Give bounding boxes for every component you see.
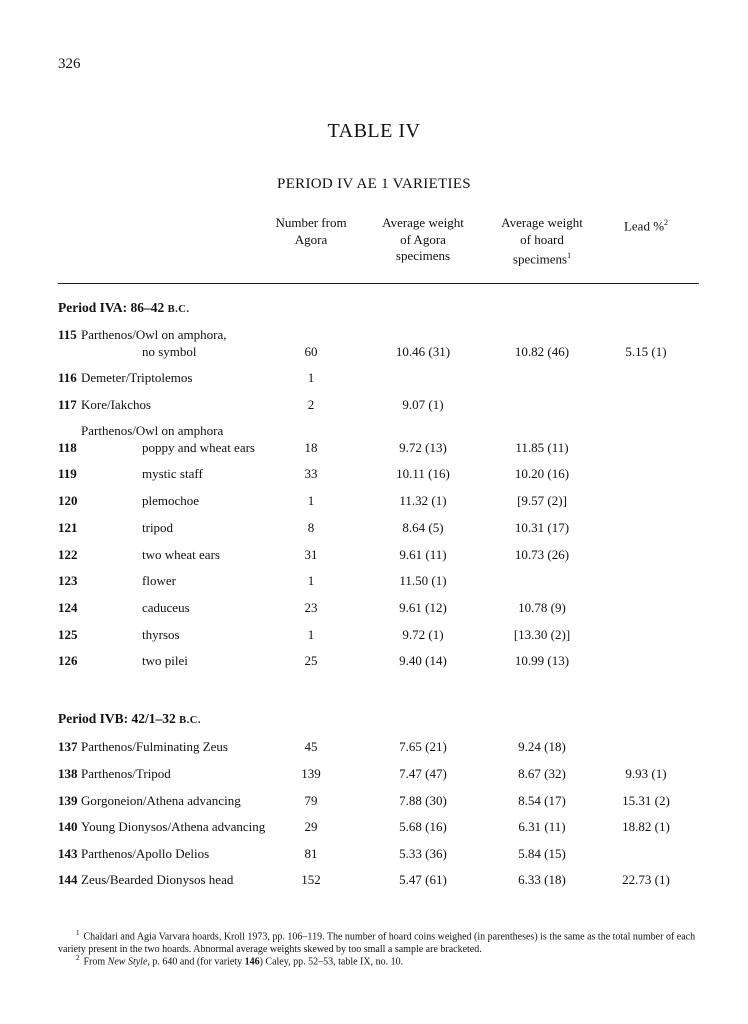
variety-number: 124	[58, 600, 78, 615]
agora-average-weight: 7.47 (47)	[399, 766, 447, 781]
variety-description: plemochoe	[142, 493, 200, 508]
variety-number: 120	[58, 493, 78, 508]
variety-number: 139	[58, 793, 78, 808]
table-row	[0, 397, 748, 417]
table-row	[0, 793, 748, 813]
agora-average-weight: 9.72 (1)	[402, 627, 444, 642]
variety-number: 116	[58, 370, 77, 385]
variety-description: flower	[142, 573, 176, 588]
variety-description: two wheat ears	[142, 547, 220, 562]
agora-average-weight: 11.32 (1)	[399, 493, 447, 508]
table-subtitle: PERIOD IV AE 1 VARIETIES	[277, 176, 471, 192]
lead-percent: 5.15 (1)	[625, 344, 667, 359]
variety-number: 126	[58, 653, 78, 668]
table-row	[0, 573, 748, 593]
agora-count: 1	[307, 573, 315, 588]
agora-count: 31	[304, 547, 318, 562]
hoard-average-weight: 6.31 (11)	[518, 819, 566, 834]
variety-number: 118	[58, 440, 77, 455]
agora-average-weight: 5.68 (16)	[399, 819, 447, 834]
variety-description: Young Dionysos/Athena advancing	[81, 819, 266, 834]
column-header-hoard-weight: Average weight of hoard specimens$^1$	[501, 215, 583, 267]
period-heading-ivb: Period IVB: 42/1–32 B.C.	[58, 711, 201, 726]
lead-percent: 9.93 (1)	[625, 766, 667, 781]
variety-description: caduceus	[142, 600, 190, 615]
hoard-average-weight: 10.99 (13)	[514, 653, 570, 668]
variety-description: Zeus/Bearded Dionysos head	[81, 872, 234, 887]
variety-number: 143	[58, 846, 78, 861]
agora-average-weight: 11.50 (1)	[399, 573, 447, 588]
agora-count: 8	[307, 520, 315, 535]
agora-count: 81	[304, 846, 318, 861]
table-row	[0, 547, 748, 567]
hoard-average-weight: 8.67 (32)	[518, 766, 566, 781]
table-row	[0, 766, 748, 786]
hoard-average-weight: 5.84 (15)	[518, 846, 566, 861]
hoard-average-weight: 10.78 (9)	[518, 600, 566, 615]
agora-average-weight: 10.46 (31)	[395, 344, 451, 359]
variety-number: 117	[58, 397, 77, 412]
hoard-average-weight: 11.85 (11)	[515, 440, 569, 455]
variety-number: 119	[58, 466, 77, 481]
variety-description: Parthenos/Tripod	[81, 766, 171, 781]
hoard-average-weight: 10.31 (17)	[514, 520, 570, 535]
agora-count: 18	[304, 440, 318, 455]
footnote-1: $^1$ Chaïdari and Agia Varvara hoards, Kroll 1973, pp. 106–119. The number of hoard coins weighed (in parentheses) is the same as the total number of each variety present in the two hoards. Abnormal average weights skewed by too small a sample are bracketed.	[58, 929, 696, 955]
variety-description: two pilei	[142, 653, 188, 668]
agora-average-weight: 5.33 (36)	[399, 846, 447, 861]
table-row	[0, 493, 748, 513]
variety-description: poppy and wheat ears	[142, 440, 255, 455]
lead-percent: 22.73 (1)	[622, 872, 670, 887]
agora-count: 29	[304, 819, 318, 834]
agora-count: 152	[301, 872, 321, 887]
variety-description: Demeter/Triptolemos	[81, 370, 193, 385]
table-row	[0, 739, 748, 759]
hoard-average-weight: 9.24 (18)	[518, 739, 566, 754]
agora-count: 25	[304, 653, 318, 668]
column-header-agora-weight: Average weight of Agora specimens	[382, 215, 464, 263]
hoard-average-weight: 6.33 (18)	[518, 872, 566, 887]
variety-number: 123	[58, 573, 78, 588]
agora-average-weight: 5.47 (61)	[399, 872, 447, 887]
lead-percent: 15.31 (2)	[622, 793, 670, 808]
agora-average-weight: 9.40 (14)	[399, 653, 447, 668]
column-header-lead: Lead %$^2$	[623, 218, 669, 234]
hoard-average-weight: 8.54 (17)	[518, 793, 566, 808]
agora-count: 33	[304, 466, 318, 481]
footnote-2: $^2$ From New Style, p. 640 and (for variety 146) Caley, pp. 52–53, table IX, no. 10.	[76, 954, 404, 968]
variety-description: Parthenos/Owl on amphora,	[81, 327, 227, 342]
header-rule	[58, 283, 699, 284]
table-row	[0, 600, 748, 620]
variety-description: tripod	[142, 520, 174, 535]
variety-number: 137	[58, 739, 78, 754]
agora-count: 60	[304, 344, 318, 359]
agora-average-weight: 10.11 (16)	[396, 466, 450, 481]
table-row	[0, 846, 748, 866]
hoard-average-weight: 10.82 (46)	[514, 344, 570, 359]
variety-number: 115	[58, 327, 77, 342]
table-row	[0, 627, 748, 647]
agora-average-weight: 7.88 (30)	[399, 793, 447, 808]
agora-count: 23	[304, 600, 318, 615]
variety-number: 140	[58, 819, 78, 834]
variety-description-continued: no symbol	[142, 344, 197, 359]
table-row	[0, 653, 748, 673]
variety-description: Gorgoneion/Athena advancing	[81, 793, 241, 808]
hoard-average-weight: 10.73 (26)	[514, 547, 570, 562]
variety-description: Parthenos/Apollo Delios	[81, 846, 210, 861]
table-row	[0, 440, 748, 460]
agora-count: 45	[304, 739, 318, 754]
lead-percent: 18.82 (1)	[622, 819, 670, 834]
variety-description: Parthenos/Fulminating Zeus	[81, 739, 228, 754]
hoard-average-weight: [9.57 (2)]	[517, 493, 567, 508]
agora-average-weight: 9.07 (1)	[402, 397, 444, 412]
table-row	[0, 466, 748, 486]
table-row	[0, 520, 748, 540]
agora-count: 139	[301, 766, 321, 781]
hoard-average-weight: 10.20 (16)	[514, 466, 570, 481]
variety-number: 144	[58, 872, 78, 887]
footnote-marker: 2	[664, 218, 669, 227]
agora-count: 1	[307, 370, 315, 385]
group-subheading: Parthenos/Owl on amphora	[81, 423, 224, 438]
table-row	[0, 370, 748, 390]
agora-count: 2	[307, 397, 315, 412]
period-heading-iva: Period IVA: 86–42 B.C.	[58, 300, 190, 315]
agora-average-weight: 8.64 (5)	[402, 520, 444, 535]
hoard-average-weight: [13.30 (2)]	[513, 627, 571, 642]
agora-average-weight: 9.61 (11)	[399, 547, 447, 562]
agora-average-weight: 9.72 (13)	[399, 440, 447, 455]
agora-average-weight: 7.65 (21)	[399, 739, 447, 754]
agora-average-weight: 9.61 (12)	[399, 600, 447, 615]
variety-description: mystic staff	[142, 466, 203, 481]
table-row	[0, 872, 748, 892]
agora-count: 1	[307, 493, 315, 508]
table-row	[0, 819, 748, 839]
table-title: TABLE IV	[327, 120, 421, 142]
table-row	[0, 327, 748, 359]
variety-description: thyrsos	[142, 627, 180, 642]
variety-number: 122	[58, 547, 78, 562]
agora-count: 79	[304, 793, 318, 808]
variety-description: Kore/Iakchos	[81, 397, 152, 412]
variety-number: 121	[58, 520, 78, 535]
footnote-marker: 1	[567, 251, 572, 260]
page-number: 326	[58, 56, 81, 72]
variety-number: 138	[58, 766, 78, 781]
agora-count: 1	[307, 627, 315, 642]
column-header-number: Number from Agora	[275, 215, 347, 247]
variety-number: 125	[58, 627, 78, 642]
